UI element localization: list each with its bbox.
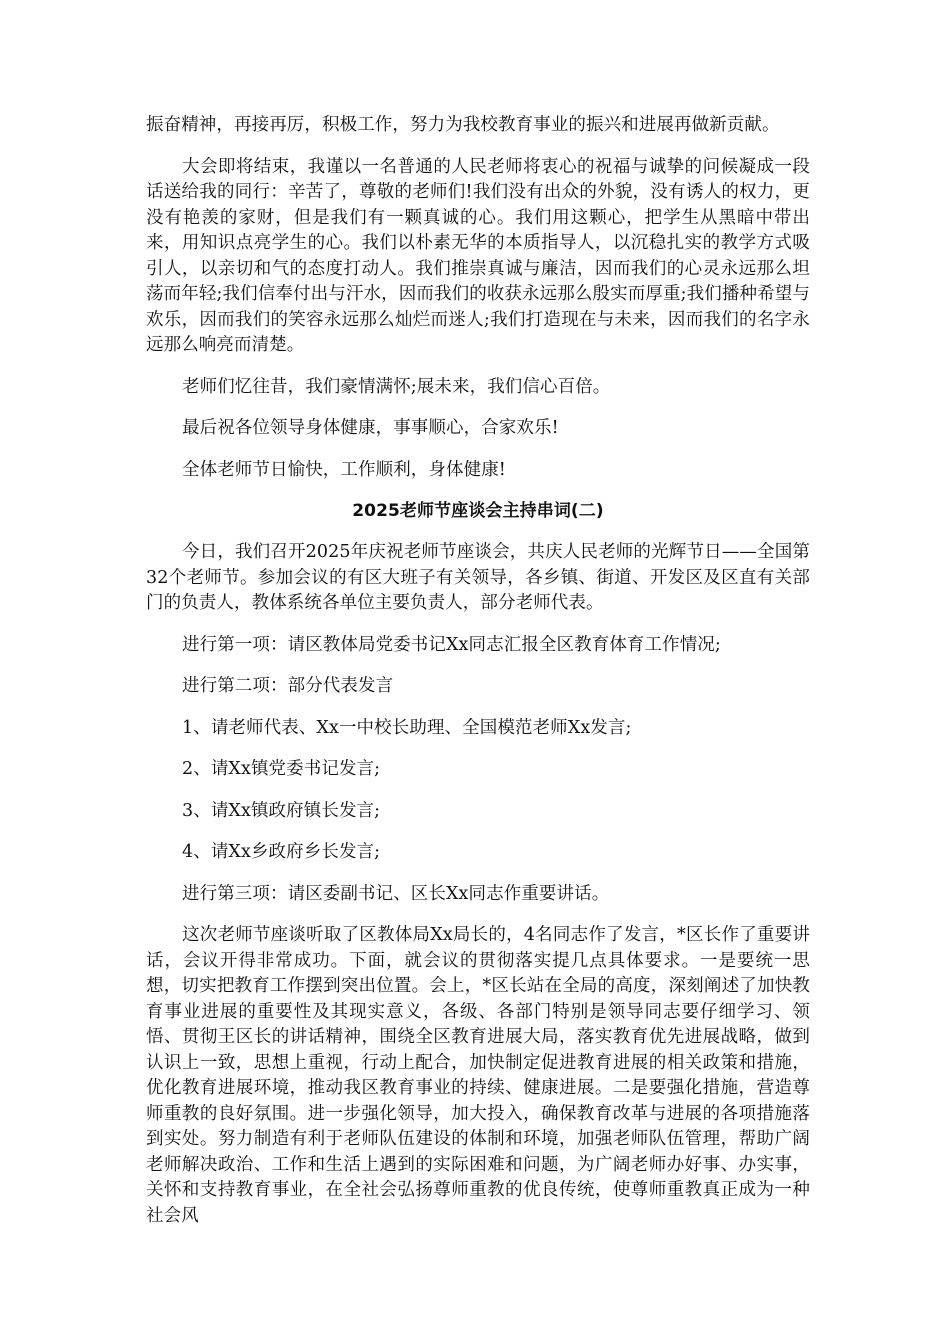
agenda-item-3: 进行第三项：请区委副书记、区长Xx同志作重要讲话。 bbox=[182, 883, 610, 904]
speaker-3: 3、请Xx镇政府镇长发言; bbox=[182, 800, 381, 821]
agenda-item-1: 进行第一项：请区教体局党委书记Xx同志汇报全区教育体育工作情况; bbox=[182, 634, 721, 655]
paragraph-opening: 今日，我们召开2025年庆祝老师节座谈会，共庆人民老师的光辉节日——全国第32个老师节。参加会议的有区大班子有关领导，各乡镇、街道、开发区及区直有关部门的负责人，教体系统各单位主要负责人，部分老师代表。 bbox=[146, 542, 810, 613]
paragraph-summary: 这次老师节座谈听取了区教体局Xx局长的，4名同志作了发言，*区长作了重要讲话，会议开得非常成功。下面，就会议的贯彻落实提几点具体要求。一是要统一思想，切实把教育工作摆到突出位置。会上，*区长站在全局的高度，深刻阐述了加快教育事业进展的重要性及其现实意义，各级、各部门特别是领导同志要仔细学习、领悟、贯彻王区长的讲话精神，围绕全区教育进展大局，落实教育优先进展战略，做到认识上一致，思想上重视，行动上配合，加快制定促进教育进展的相关政策和措施，优化教育进展环境，推动我区教育事业的持续、健康进展。二是要强化措施，营造尊师重教的良好氛围。进一步强化领导，加大投入，确保教育改革与进展的各项措施落到实处。努力制造有利于老师队伍建设的体制和环境，加强老师队伍管理，帮助广阔老师解决政治、工作和生活上遇到的实际困难和问题，为广阔老师办好事、办实事，关怀和支持教育事业，在全社会弘扬尊师重教的优良传统，使尊师重教真正成为一种社会风 bbox=[146, 925, 810, 1226]
section-title: 2025老师节座谈会主持串词(二) bbox=[352, 501, 604, 521]
document-page bbox=[146, 113, 810, 1245]
paragraph-continuation: 振奋精神，再接再厉，积极工作，努力为我校教育事业的振兴和进展再做新贡献。 bbox=[146, 115, 780, 135]
speaker-4: 4、请Xx乡政府乡长发言; bbox=[182, 842, 381, 862]
speaker-1: 1、请老师代表、Xx一中校长助理、全国模范老师Xx发言; bbox=[182, 717, 632, 738]
paragraph-wishes-teachers: 全体老师节日愉快，工作顺利，身体健康! bbox=[182, 459, 506, 480]
paragraph-recollection: 老师们忆往昔，我们豪情满怀;展未来，我们信心百倍。 bbox=[182, 376, 611, 397]
agenda-item-2: 进行第二项：部分代表发言 bbox=[182, 676, 394, 696]
paragraph-closing-remarks: 大会即将结束，我谨以一名普通的人民老师将衷心的祝福与诚挚的问候凝成一段话送给我的同行：辛苦了，尊敬的老师们!我们没有出众的外貌，没有诱人的权力，更没有艳羡的家财，但是我们有一颗真诚的心。我们用这颗心，把学生从黑暗中带出来，用知识点亮学生的心。我们以朴素无华的本质指导人，以沉稳扎实的教学方式吸引人，以亲切和气的态度打动人。我们推崇真诚与廉洁，因而我们的心灵永远那么坦荡而年轻;我们信奉付出与汗水，因而我们的收获永远那么殷实而厚重;我们播种希望与欢乐，因而我们的笑容永远那么灿烂而迷人;我们打造现在与未来，因而我们的名字永远那么响亮而清楚。 bbox=[146, 156, 810, 355]
speaker-2: 2、请Xx镇党委书记发言; bbox=[182, 759, 381, 779]
paragraph-wishes-leaders: 最后祝各位领导身体健康，事事顺心，合家欢乐! bbox=[182, 418, 559, 438]
